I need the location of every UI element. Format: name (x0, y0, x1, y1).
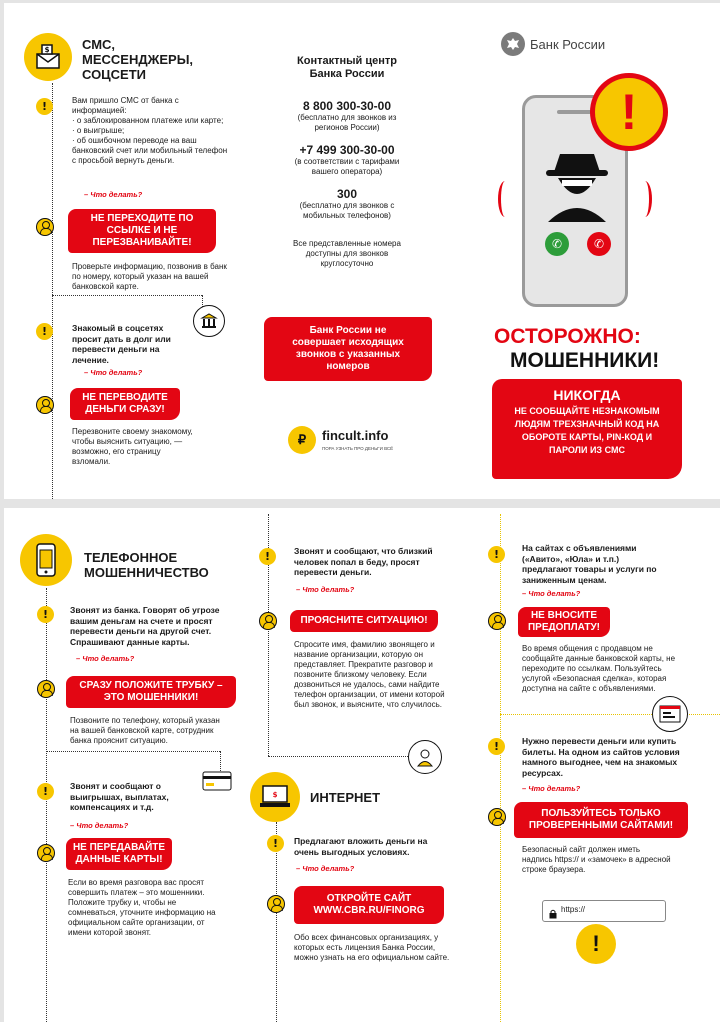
user-icon (37, 844, 55, 862)
divider (220, 751, 221, 771)
brand-name: Банк России (530, 37, 606, 52)
fincult-name: fincult.info (322, 428, 389, 443)
warning-line2: МОШЕННИКИ! (510, 349, 660, 372)
phone-question1: – Что делать? (76, 654, 135, 663)
phone2: +7 499 300-30-00 (299, 143, 395, 157)
exclamation-icon: ! (36, 98, 53, 115)
lock-icon (549, 906, 557, 915)
bank-emblem-icon (501, 32, 525, 56)
secure-warning-icon: ! (576, 924, 616, 964)
accept-call-icon: ✆ (545, 232, 569, 256)
tickets-question: – Что делать? (522, 784, 581, 793)
user-icon (488, 808, 506, 826)
user-icon (267, 895, 285, 913)
relative-note: Спросите имя, фамилию звонящего и название организации, которую он представляет. Прекратите разговор и позвоните близкому человеку. Если дозвониться не удалось, сами найдите телефон организации, от имени которой был звонок, и выясните, что случилось. (294, 640, 445, 709)
browser-window-icon (652, 696, 688, 732)
bank-building-icon (193, 305, 225, 337)
svg-text:$: $ (272, 791, 278, 799)
divider (500, 714, 501, 1022)
ads-question: – Что делать? (522, 589, 581, 598)
divider (46, 751, 220, 752)
exclamation-icon: ! (36, 323, 53, 340)
user-icon (36, 396, 54, 414)
never-text: НЕ СООБЩАЙТЕ НЕЗНАКОМЫМ ЛЮДЯМ ТРЕХЗНАЧНЫЙ КОД НА ОБОРОТЕ КАРТЫ, PIN-КОД И ПАРОЛИ ИЗ СМС (514, 406, 660, 455)
phone3: 300 (336, 187, 358, 201)
phone-answer2: НЕ ПЕРЕДАВАЙТЕ ДАННЫЕ КАРТЫ! (66, 838, 172, 870)
exclamation-icon: ! (267, 835, 284, 852)
laptop-icon (250, 772, 300, 822)
contact-title: Контактный центр Банка России (297, 55, 397, 80)
sms-bullet1: · о заблокированном платеже или карте; (72, 116, 224, 125)
divider (276, 822, 277, 1022)
divider (46, 588, 47, 1022)
top-leaflet (4, 3, 720, 499)
caller-icon (408, 740, 442, 774)
phone-note2: Если во время разговора вас просят совершить платеж – это мошенники. Положите трубку и, чтобы не сомневаться, уточните информацию на официальном сайте организации, от имени которой звонят. (68, 878, 216, 937)
internet-question: – Что делать? (296, 864, 355, 873)
phone2-note: (в соответствии с тарифами вашего оператора) (294, 157, 400, 176)
phone-question2: – Что делать? (70, 821, 129, 830)
warning-line1: ОСТОРОЖНО: (494, 325, 641, 348)
fincult-logo: ₽ (288, 426, 316, 454)
sms-text (72, 96, 232, 166)
scammer-icon (542, 150, 612, 222)
phone3-note: (бесплатно для звонков с мобильных телефонов) (299, 201, 395, 220)
contact-notice: Банк России не совершает исходящих звонков с указанных номеров (264, 317, 432, 381)
internet-answer: ОТКРОЙТЕ САЙТ WWW.CBR.RU/FINORG (294, 886, 444, 924)
phone-text2: Звонят и сообщают о выигрышах, выплатах, компенсациях и т.д. (70, 781, 169, 812)
ads-answer: НЕ ВНОСИТЕ ПРЕДОПЛАТУ! (518, 607, 610, 637)
user-icon (36, 218, 54, 236)
exclamation-icon: ! (259, 548, 276, 565)
sms-note: Проверьте информацию, позвонив в банк по номеру, который указан на вашей банковской карте. (72, 262, 227, 291)
exclamation-icon: ! (488, 546, 505, 563)
address-bar (542, 900, 666, 922)
user-icon (488, 612, 506, 630)
divider (52, 83, 53, 499)
url-text: https:// (561, 905, 586, 914)
envelope-icon (24, 33, 72, 81)
tickets-answer: ПОЛЬЗУЙТЕСЬ ТОЛЬКО ПРОВЕРЕННЫМИ САЙТАМИ! (514, 802, 688, 838)
bottom-leaflet (4, 508, 720, 1022)
sms-bullet2: · о выигрыше; (72, 126, 125, 135)
never-title: НИКОГДА (553, 387, 621, 403)
svg-text:$: $ (44, 46, 50, 54)
social-answer: НЕ ПЕРЕВОДИТЕ ДЕНЬГИ СРАЗУ! (70, 388, 180, 420)
internet-text: Предлагают вложить деньги на очень выгодных условиях. (294, 836, 428, 857)
internet-note: Обо всех финансовых организациях, у которых есть лицензия Банка России, можно узнать на его официальном сайте. (294, 933, 450, 962)
relative-question: – Что делать? (296, 585, 355, 594)
ads-note: Во время общения с продавцом не сообщайте данные банковской карты, не переходите по ссылкам. Пользуйтесь услугой «Безопасная сделка», которая доступна на сайте с объявлениями. (522, 644, 676, 693)
sms-question: – Что делать? (84, 190, 143, 199)
alert-icon: ! (590, 73, 668, 151)
sms-bullet3: · об ошибочном переводе на ваш банковский счет или мобильный телефон с просьбой вернуть деньги. (72, 136, 228, 165)
divider (52, 295, 202, 296)
exclamation-icon: ! (37, 783, 54, 800)
phone1-note: (бесплатно для звонков из регионов России) (297, 113, 397, 132)
sms-text1: Вам пришло СМС от банка с информацией: (72, 96, 179, 115)
social-text: Знакомый в соцсетях просит дать в долг или перевести деньги на лечение. (72, 323, 171, 365)
phone-answer1: СРАЗУ ПОЛОЖИТЕ ТРУБКУ – ЭТО МОШЕННИКИ! (66, 676, 236, 708)
social-note: Перезвоните своему знакомому, чтобы выяснить ситуацию, — возможно, его страницу взломали. (72, 427, 193, 466)
phone-text1: Звонят из банка. Говорят об угрозе вашим деньгам на счете и просят перевести деньги на другой счет. Спрашивают данные карты. (70, 605, 220, 647)
contact-footer: Все представленные номера доступны для звонков круглосуточно (293, 239, 401, 268)
fincult-sub: ПОРА УЗНАТЬ ПРО ДЕНЬГИ ВСЁ (322, 446, 394, 451)
relative-answer: ПРОЯСНИТЕ СИТУАЦИЮ! (290, 610, 438, 632)
sms-title: СМС, МЕССЕНДЖЕРЫ, СОЦСЕТИ (82, 37, 194, 82)
tickets-text: Нужно перевести деньги или купить билеты. На одном из сайтов условия намного выгоднее, чем на знакомых ресурсах. (522, 736, 680, 778)
relative-text: Звонят и сообщают, что близкий человек попал в беду, просят перевести деньги. (294, 546, 433, 577)
exclamation-icon: ! (488, 738, 505, 755)
tickets-note: Безопасный сайт должен иметь надпись https:// и «замочек» в адресной строке браузера. (522, 845, 671, 874)
never-box (492, 379, 682, 479)
divider (268, 756, 428, 757)
vibration-left-icon (498, 181, 512, 217)
vibration-right-icon (638, 181, 652, 217)
internet-title: ИНТЕРНЕТ (310, 790, 381, 805)
phone1: 8 800 300-30-00 (302, 99, 392, 113)
exclamation-icon: ! (37, 606, 54, 623)
credit-card-icon (202, 770, 232, 792)
decline-call-icon: ✆ (587, 232, 611, 256)
phone-note1: Позвоните по телефону, который указан на вашей банковской карте, сотрудник банка прояснит ситуацию. (70, 716, 220, 745)
user-icon (37, 680, 55, 698)
social-question: – Что делать? (84, 368, 143, 377)
ads-text: На сайтах с объявлениями («Авито», «Юла» и т.п.) предлагают товары и услуги по заниженным ценам. (522, 543, 657, 585)
phone-fraud-title: ТЕЛЕФОННОЕ МОШЕННИЧЕСТВО (84, 550, 209, 580)
contact-block (272, 55, 422, 269)
phone-fraud-icon (20, 534, 72, 586)
user-icon (259, 612, 277, 630)
sms-answer: НЕ ПЕРЕХОДИТЕ ПО ССЫЛКЕ И НЕ ПЕРЕЗВАНИВАЙТЕ! (68, 209, 216, 253)
